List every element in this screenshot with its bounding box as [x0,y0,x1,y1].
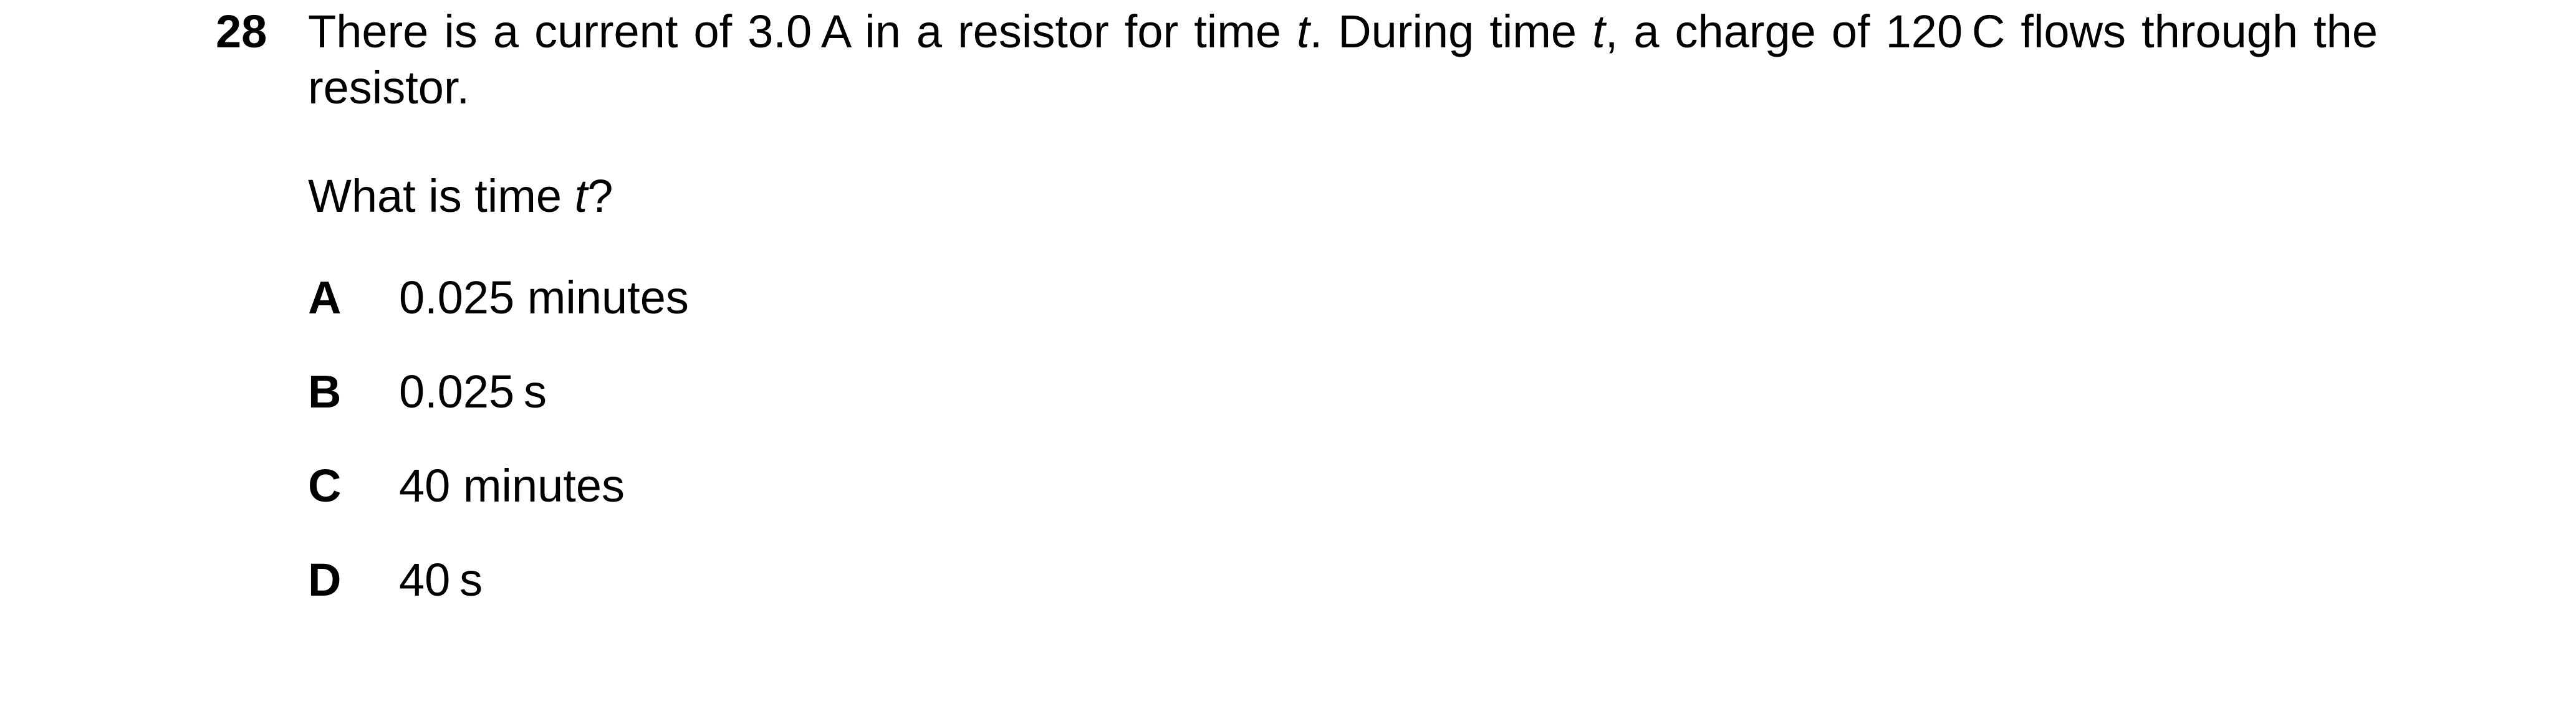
stem-variable-t: t [1297,6,1310,57]
option-letter: C [308,460,342,512]
option-letter: A [308,272,342,323]
option-text: 40 minutes [399,460,625,512]
option-text: 40 s [399,554,483,606]
stem-text-3: , a charge of 120 C flows through the resistor. [308,6,2378,113]
answer-option-a[interactable] [308,270,1181,326]
answer-option-b[interactable] [308,364,1181,420]
answer-option-d[interactable] [308,552,1181,608]
question-prompt [308,168,613,224]
stem-text-2: . During time [1309,6,1593,57]
stem-text-1: There is a current of 3.0 A in a resistor for time [308,6,1297,57]
prompt-text-1: What is time [308,170,575,222]
answer-option-c[interactable] [308,458,1181,514]
option-text: 0.025 minutes [399,272,689,323]
prompt-variable-t: t [574,170,588,222]
stem-variable-t: t [1592,6,1605,57]
option-letter: D [308,554,342,606]
question-number: 28 [216,6,267,57]
option-letter: B [308,366,342,417]
option-text: 0.025 s [399,366,547,417]
question-stem [308,4,2378,116]
prompt-text-2: ? [587,170,613,222]
